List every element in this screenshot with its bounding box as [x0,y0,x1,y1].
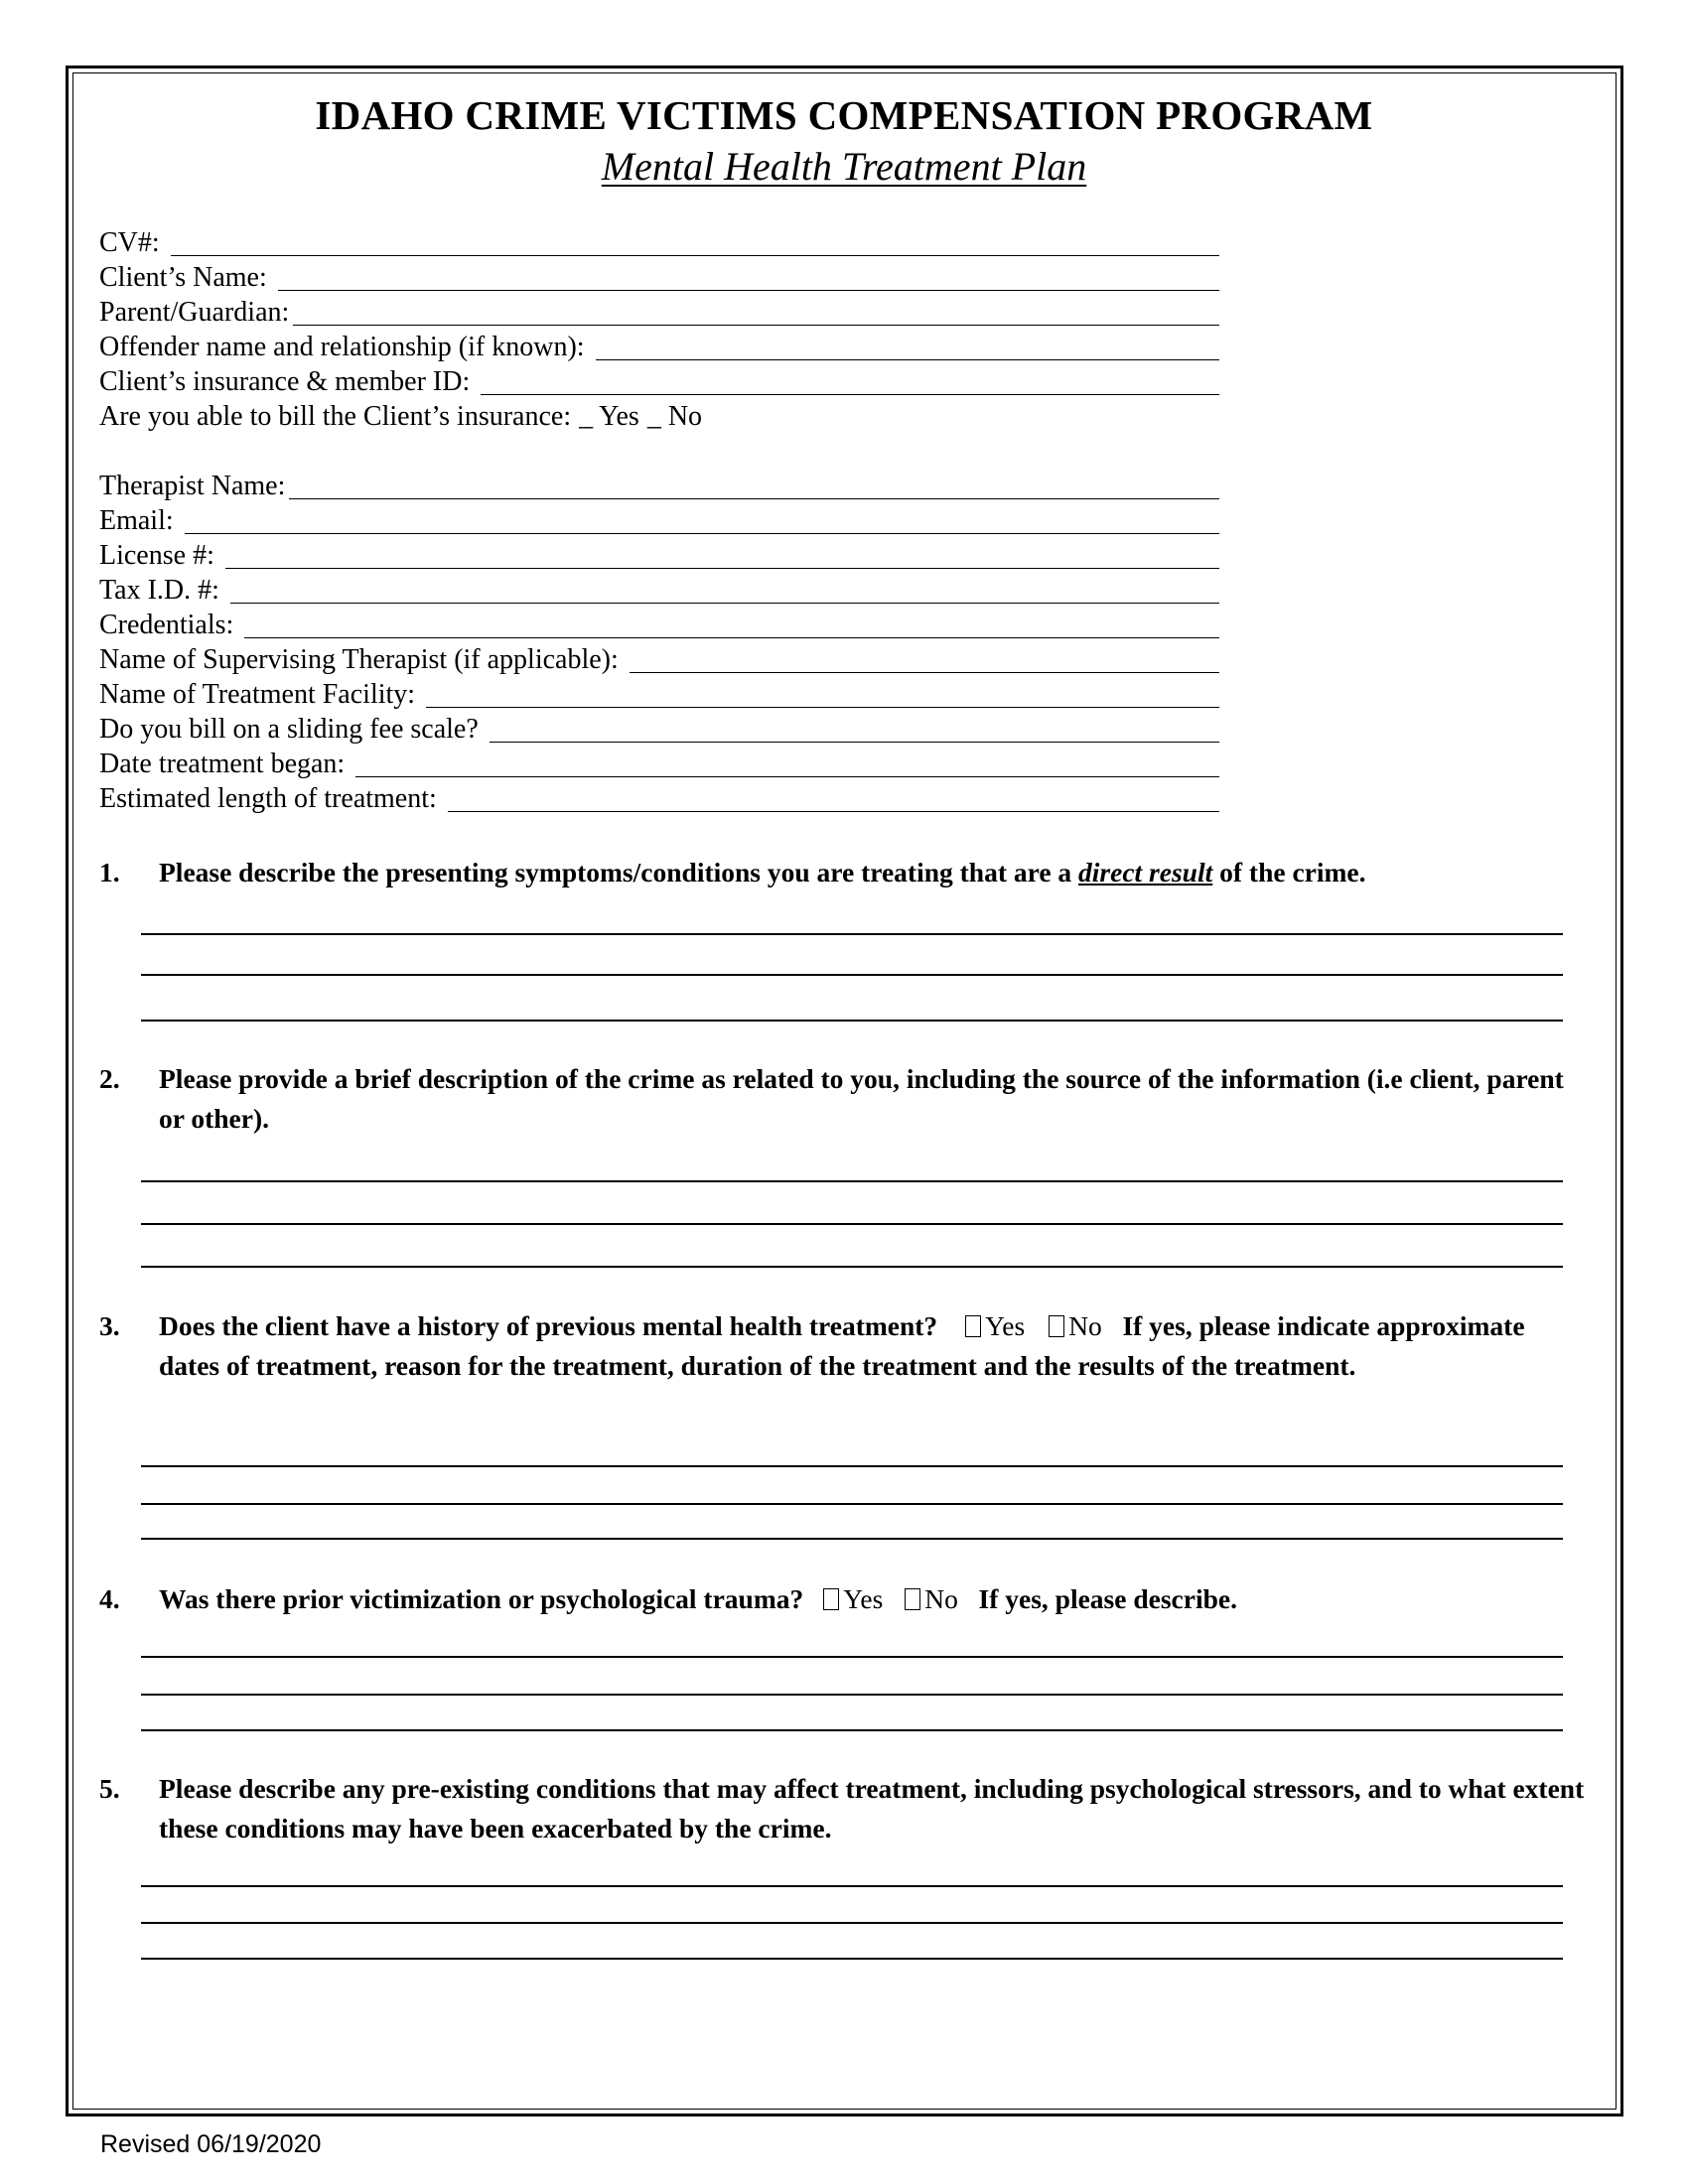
field-tax-id [99,572,1219,606]
field-label: Credentials: [99,610,241,640]
tax-id-input[interactable] [230,575,1219,604]
question-number: 2. [99,1063,120,1094]
checkbox-no[interactable] [1049,1315,1064,1337]
question-text [159,1579,1589,1619]
answer-2-line[interactable] [141,1180,1563,1182]
question-text: Please describe any pre-existing conditions that may affect treatment, including psychological stressors, and to what extent these conditions may have been exacerbated by the crime. [159,1773,1585,1843]
supervising-therapist-input[interactable] [630,644,1219,673]
field-label: Client’s insurance & member ID: [99,366,478,397]
question-1 [99,853,1589,892]
answer-2-line[interactable] [141,1223,1563,1225]
field-therapist-name [99,468,1219,501]
field-email [99,502,1219,536]
answer-3-line[interactable] [141,1465,1563,1467]
field-label: CV#: [99,227,167,258]
question-text [159,1306,1589,1386]
bill-insurance-no[interactable]: _ No [646,401,703,432]
offender-input[interactable] [596,332,1219,360]
checkbox-yes[interactable] [965,1315,981,1337]
field-label: Are you able to bill the Client’s insurance: [99,401,572,432]
field-client-name [99,259,1219,293]
answer-3-line[interactable] [141,1503,1563,1505]
answer-5-line[interactable] [141,1885,1563,1887]
question-text-part: Does the client have a history of previous mental health treatment? [159,1310,938,1341]
field-date-began [99,746,1219,779]
question-3 [99,1306,1589,1386]
field-label: Tax I.D. #: [99,575,226,606]
field-label: Therapist Name: [99,471,286,501]
question-2 [99,1059,1589,1139]
field-label: Client’s Name: [99,262,274,293]
credentials-input[interactable] [244,610,1219,638]
field-label: Date treatment began: [99,749,352,779]
field-label: Name of Supervising Therapist (if applicable): [99,644,626,675]
field-parent-guardian [99,294,1219,328]
question-number: 4. [99,1583,120,1614]
field-label: Name of Treatment Facility: [99,679,423,710]
treatment-facility-input[interactable] [426,679,1219,708]
field-credentials [99,607,1219,640]
answer-4-line[interactable] [141,1656,1563,1658]
field-label: License #: [99,540,221,571]
yes-label: Yes [843,1583,884,1614]
therapist-name-input[interactable] [289,471,1219,499]
client-name-input[interactable] [278,262,1219,291]
question-4 [99,1579,1589,1619]
field-label: Estimated length of treatment: [99,783,444,814]
treatment-length-input[interactable] [448,783,1219,812]
bill-insurance-yes[interactable]: _ Yes [579,401,639,432]
answer-1-line[interactable] [141,974,1563,976]
form-subtitle-text: Mental Health Treatment Plan [601,144,1087,189]
answer-2-line[interactable] [141,1266,1563,1268]
license-input[interactable] [225,540,1219,569]
answer-4-line[interactable] [141,1729,1563,1731]
form-subtitle [0,143,1688,190]
checkbox-yes[interactable] [823,1588,839,1610]
field-label: Offender name and relationship (if known): [99,332,592,362]
field-bill-insurance [99,398,1219,432]
question-text-part: If yes, please describe. [978,1583,1237,1614]
cv-number-input[interactable] [171,227,1219,256]
question-emphasis: direct result [1078,857,1213,887]
field-label: Email: [99,505,181,536]
field-cv-number [99,224,1219,258]
field-treatment-facility [99,676,1219,710]
program-title: IDAHO CRIME VICTIMS COMPENSATION PROGRAM [315,92,1373,138]
checkbox-no[interactable] [905,1588,920,1610]
date-began-input[interactable] [355,749,1219,777]
yes-label: Yes [985,1310,1026,1341]
question-text [159,853,1589,892]
answer-5-line[interactable] [141,1922,1563,1924]
question-number: 1. [99,857,120,887]
question-text-part: Please describe the presenting symptoms/conditions you are treating that are a [159,857,1079,887]
question-text-part: If yes, please indicate approximate dates of treatment, reason for the treatment, duration of the treatment and the results of the treatment. [159,1310,1525,1381]
answer-5-line[interactable] [141,1958,1563,1960]
insurance-input[interactable] [481,366,1219,395]
field-sliding-fee [99,711,1219,745]
field-length [99,780,1219,814]
question-text: Please provide a brief description of the crime as related to you, including the source of the information (i.e client, parent or other). [159,1063,1564,1134]
answer-1-line[interactable] [141,1020,1563,1022]
email-input[interactable] [185,505,1219,534]
revision-date: Revised 06/19/2020 [100,2130,322,2158]
question-number: 5. [99,1773,120,1804]
parent-guardian-input[interactable] [293,297,1219,326]
no-label: No [1068,1310,1102,1341]
question-5 [99,1769,1589,1848]
question-number: 3. [99,1310,120,1341]
field-insurance [99,363,1219,397]
question-text-part: of the crime. [1212,857,1366,887]
sliding-fee-input[interactable] [490,714,1219,743]
field-supervising-therapist [99,641,1219,675]
field-license [99,537,1219,571]
question-text-part: Was there prior victimization or psychological trauma? [159,1583,804,1614]
field-label: Do you bill on a sliding fee scale? [99,714,486,745]
answer-1-line[interactable] [141,933,1563,935]
field-offender [99,329,1219,362]
no-label: No [924,1583,958,1614]
answer-4-line[interactable] [141,1694,1563,1696]
answer-3-line[interactable] [141,1538,1563,1540]
field-label: Parent/Guardian: [99,297,290,328]
